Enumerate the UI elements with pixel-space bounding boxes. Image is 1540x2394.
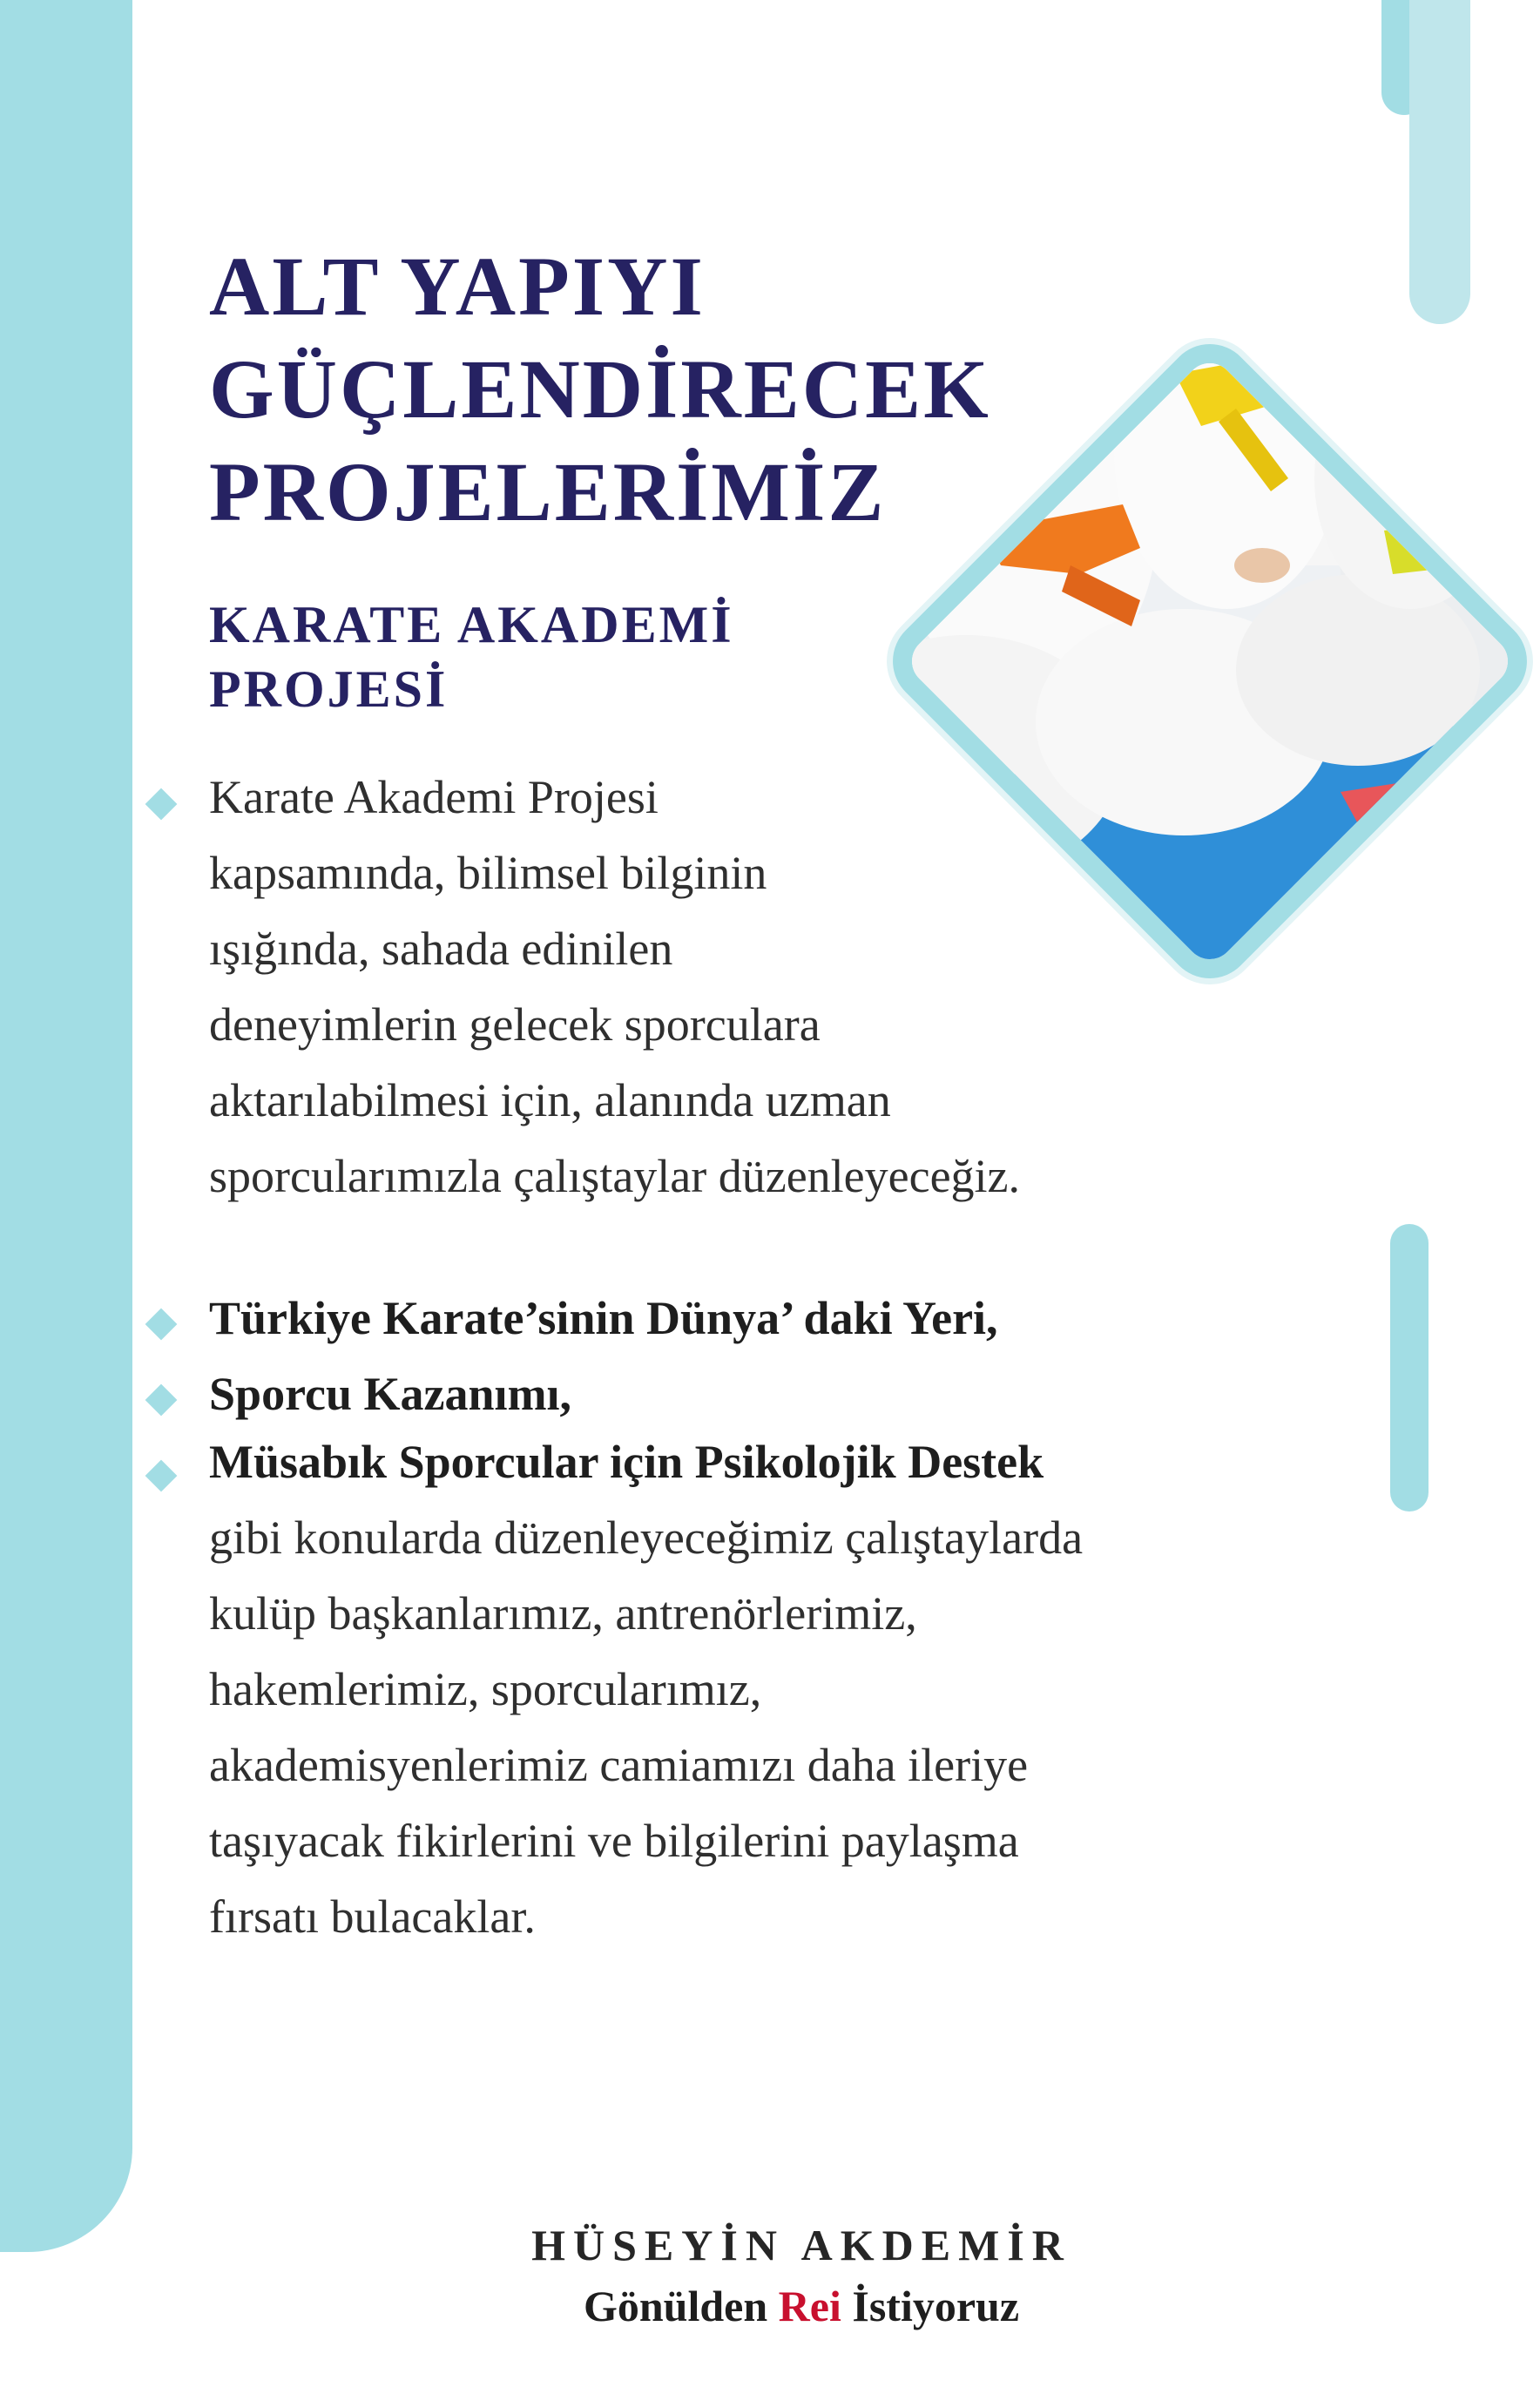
topic-item: Sporcu Kazanımı, — [209, 1368, 572, 1420]
bullet-diamond-icon — [145, 1384, 178, 1417]
section-subtitle: KARATE AKADEMİ PROJESİ — [209, 596, 734, 718]
right-accent-bar — [1390, 1224, 1429, 1511]
slogan-text: Gönülden — [583, 2282, 779, 2330]
slogan-text-end: İstiyoruz — [841, 2282, 1020, 2330]
topic-item: Müsabık Sporcular için Psikolojik Destek — [209, 1436, 1044, 1488]
top-right-accent-bar-long — [1409, 0, 1470, 324]
bullet-diamond-icon — [145, 788, 178, 821]
footer-slogan — [31, 2281, 1540, 2331]
bullet-diamond-icon — [145, 1309, 178, 1341]
slogan-highlight: Rei — [778, 2282, 841, 2330]
page-title: ALT YAPIYI GÜÇLENDİRECEK PROJELERİMİZ — [209, 240, 991, 538]
bullet-diamond-icon — [145, 1460, 178, 1492]
topic-item: Türkiye Karate’sinin Dünya’ daki Yeri, — [209, 1292, 998, 1344]
closing-paragraph: gibi konularda düzenleyeceğimiz çalıştaylarda kulüp başkanlarımız, antrenörlerimiz, hakemlerimiz, sporcularımız, akademisyenlerimiz camiamızı daha ileriye taşıyacak fikirlerini ve bilgilerini paylaşma fırsatı bulacaklar. — [209, 1511, 1084, 1943]
left-accent-bar — [0, 0, 132, 2252]
intro-paragraph: Karate Akademi Projesi kapsamında, bilimsel bilginin ışığında, sahada edinilen deneyimlerin gelecek sporculara aktarılabilmesi için, alanında uzman sporcularımızla çalıştaylar düzenleyeceğiz. — [209, 771, 1021, 1202]
footer-name: HÜSEYİN AKDEMİR — [531, 2221, 1071, 2269]
